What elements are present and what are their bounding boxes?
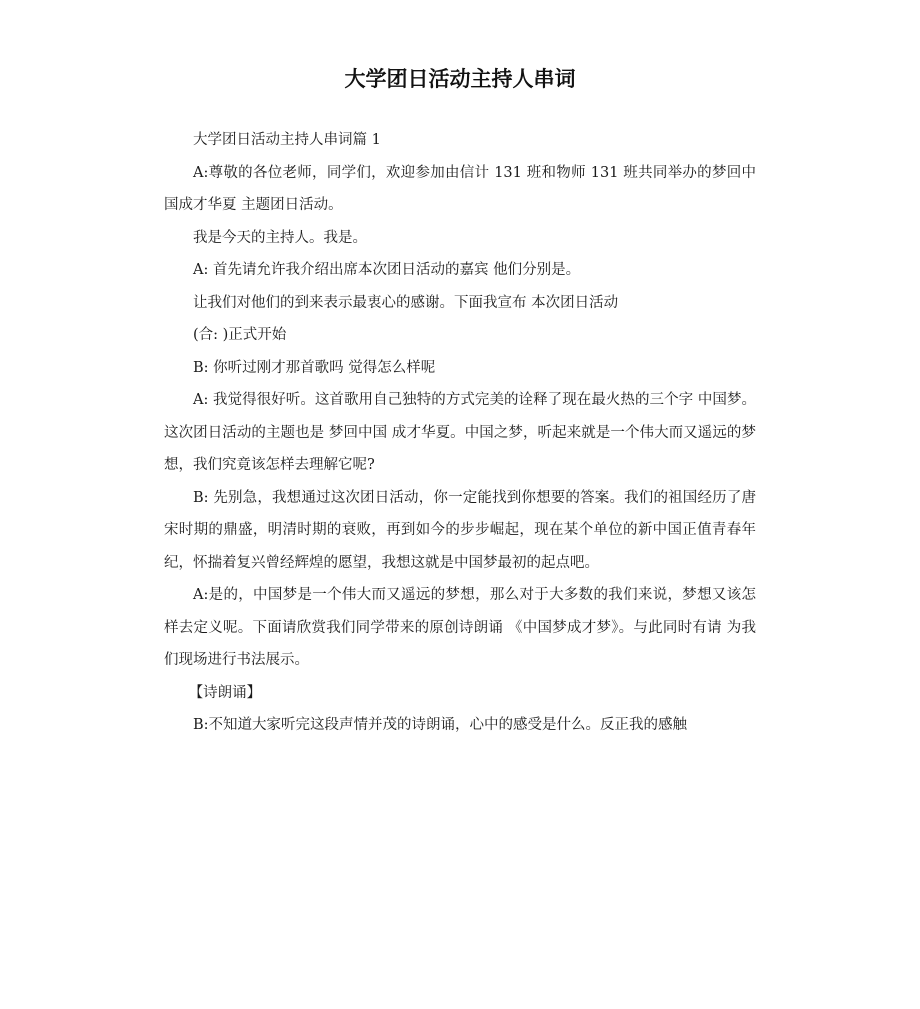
paragraph: 让我们对他们的到来表示最衷心的感谢。下面我宣布 本次团日活动 — [193, 294, 619, 311]
paragraph: A: 我觉得很好听。这首歌用自己独特的方式完美的诠释了现在最火热的三个字 中国梦。这次团日活动的主题也是 梦回中国 成才华夏。中国之梦，听起来就是一个伟大而又遥远的梦想，我们究竟该怎样去理解它呢? — [164, 392, 756, 473]
paragraph: 【诗朗诵】 — [188, 684, 262, 701]
paragraph: B: 你听过刚才那首歌吗 觉得怎么样呢 — [193, 359, 436, 376]
paragraph: B:不知道大家听完这段声情并茂的诗朗诵，心中的感受是什么。反正我的感触 — [193, 717, 688, 733]
document-page — [164, 62, 756, 742]
paragraph: B: 先别急，我想通过这次团日活动，你一定能找到你想要的答案。我们的祖国经历了唐宋时期的鼎盛，明清时期的衰败，再到如今的步步崛起，现在某个单位的新中国正值青春年纪，怀揣着复兴曾经辉煌的愿望，我想这就是中国梦最初的起点吧。 — [164, 489, 756, 571]
section-heading: 大学团日活动主持人串词篇 1 — [193, 132, 381, 148]
paragraph: A:尊敬的各位老师，同学们，欢迎参加由信计 131 班和物师 131 班共同举办的梦回中国成才华夏 主题团日活动。 — [164, 164, 756, 213]
paragraph: A:是的，中国梦是一个伟大而又遥远的梦想，那么对于大多数的我们来说，梦想又该怎样去定义呢。下面请欣赏我们同学带来的原创诗朗诵 《中国梦成才梦》。与此同时有请 为我们现场进行书法展示。 — [164, 587, 756, 668]
document-title: 大学团日活动主持人串词 — [344, 67, 576, 91]
paragraph: A: 首先请允许我介绍出席本次团日活动的嘉宾 他们分别是。 — [193, 262, 581, 278]
paragraph: 我是今天的主持人。我是。 — [193, 229, 367, 246]
paragraph: (合: )正式开始 — [193, 327, 287, 343]
